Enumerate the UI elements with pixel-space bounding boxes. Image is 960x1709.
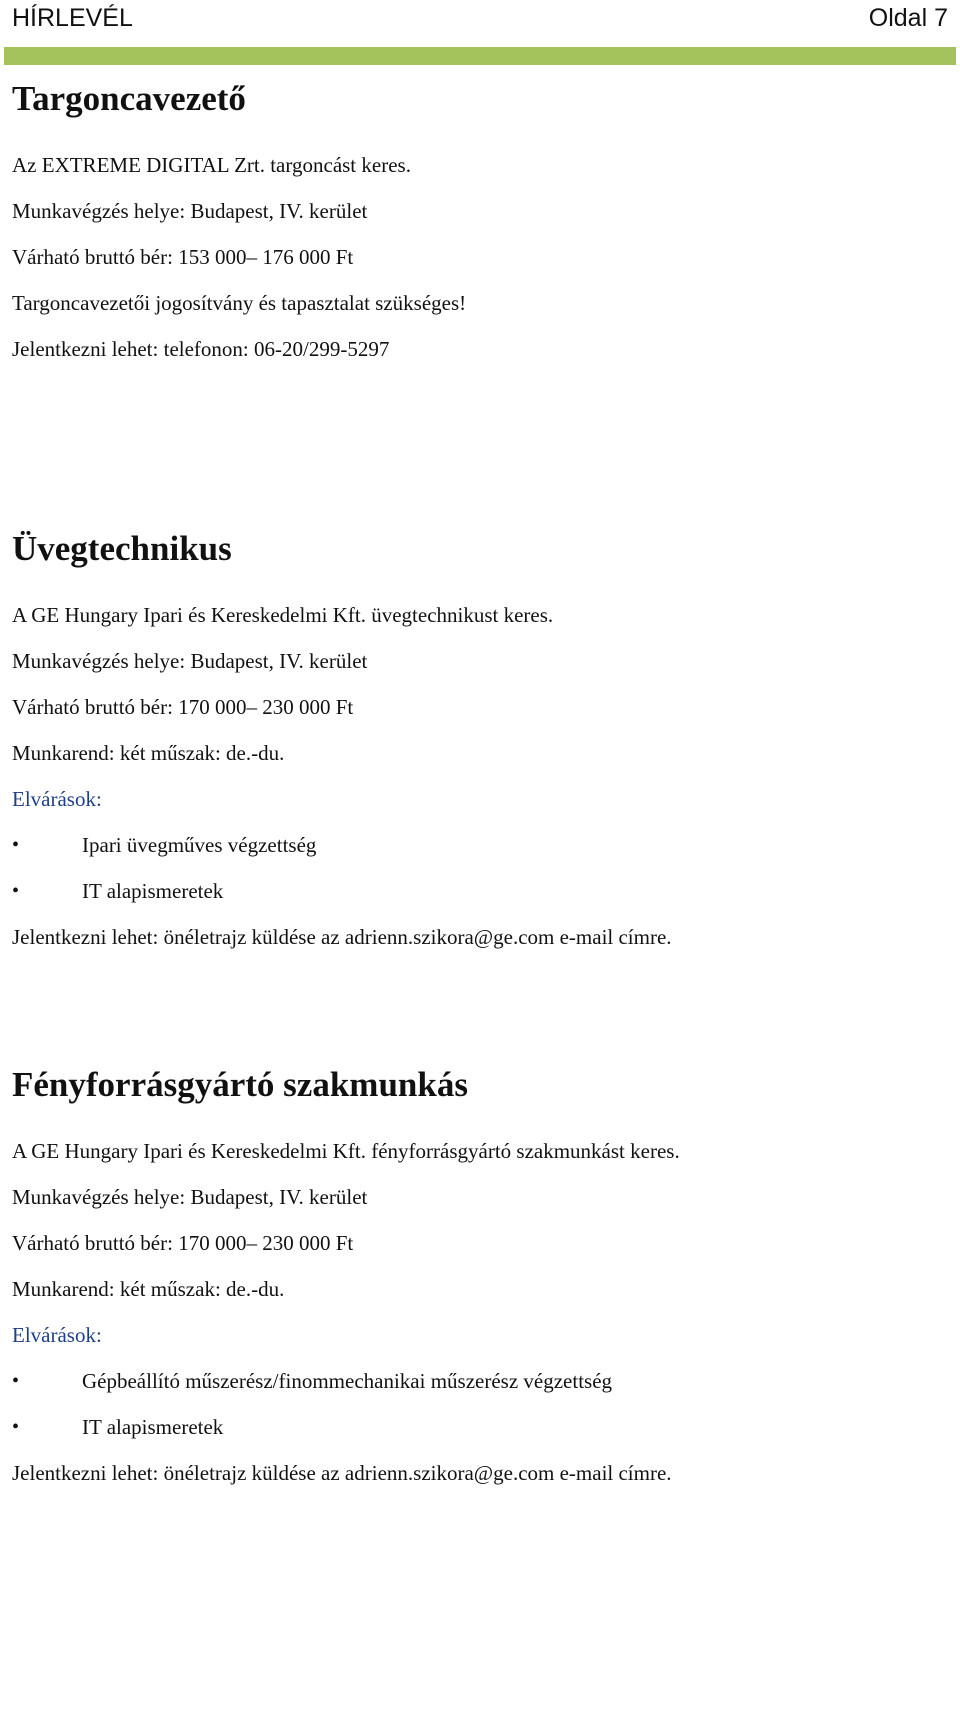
header-divider	[4, 47, 956, 65]
company-line: Az EXTREME DIGITAL Zrt. targoncást keres.	[12, 153, 411, 177]
job-section-forklift	[12, 64, 952, 372]
apply-line: Jelentkezni lehet: telefonon: 06-20/299-5297	[12, 337, 390, 361]
schedule-line: Munkarend: két műszak: de.-du.	[12, 1277, 285, 1301]
bullet-icon: •	[12, 1416, 20, 1438]
bullet-icon: •	[12, 834, 20, 856]
requirement-line: Targoncavezetői jogosítvány és tapasztalat szükséges!	[12, 291, 467, 315]
list-item: • Ipari üvegműves végzettség	[12, 822, 952, 868]
section-title: Targoncavezető	[12, 79, 246, 118]
workplace-line: Munkavégzés helye: Budapest, IV. kerület	[12, 199, 368, 223]
apply-line: Jelentkezni lehet: önéletrajz küldése az adrienn.szikora@ge.com e-mail címre.	[12, 925, 672, 949]
company-line: A GE Hungary Ipari és Kereskedelmi Kft. fényforrásgyártó szakmunkást keres.	[12, 1139, 680, 1163]
company-line: A GE Hungary Ipari és Kereskedelmi Kft. üvegtechnikust keres.	[12, 603, 554, 627]
workplace-line: Munkavégzés helye: Budapest, IV. kerület	[12, 1185, 368, 1209]
newsletter-label: HÍRLEVÉL	[12, 4, 133, 32]
salary-line: Várható bruttó bér: 170 000– 230 000 Ft	[12, 695, 354, 719]
job-section-light-source-worker	[12, 1050, 952, 1496]
list-item: • IT alapismeretek	[12, 868, 952, 914]
bullet-icon: •	[12, 880, 20, 902]
requirements-list	[12, 822, 952, 914]
salary-line: Várható bruttó bér: 153 000– 176 000 Ft	[12, 245, 354, 269]
schedule-line: Munkarend: két műszak: de.-du.	[12, 741, 285, 765]
apply-line: Jelentkezni lehet: önéletrajz küldése az adrienn.szikora@ge.com e-mail címre.	[12, 1461, 672, 1485]
requirements-label: Elvárások:	[12, 1323, 102, 1347]
section-title: Üvegtechnikus	[12, 529, 232, 568]
requirements-label: Elvárások:	[12, 787, 102, 811]
section-title: Fényforrásgyártó szakmunkás	[12, 1065, 468, 1104]
list-item: • Gépbeállító műszerész/finommechanikai műszerész végzettség	[12, 1358, 952, 1404]
salary-line: Várható bruttó bér: 170 000– 230 000 Ft	[12, 1231, 354, 1255]
page-header	[12, 0, 948, 40]
workplace-line: Munkavégzés helye: Budapest, IV. kerület	[12, 649, 368, 673]
page-content	[12, 64, 952, 1496]
bullet-icon: •	[12, 1370, 20, 1392]
job-section-glass-technician	[12, 514, 952, 960]
page-number: Oldal 7	[868, 4, 948, 32]
list-item: • IT alapismeretek	[12, 1404, 952, 1450]
requirements-list	[12, 1358, 952, 1450]
